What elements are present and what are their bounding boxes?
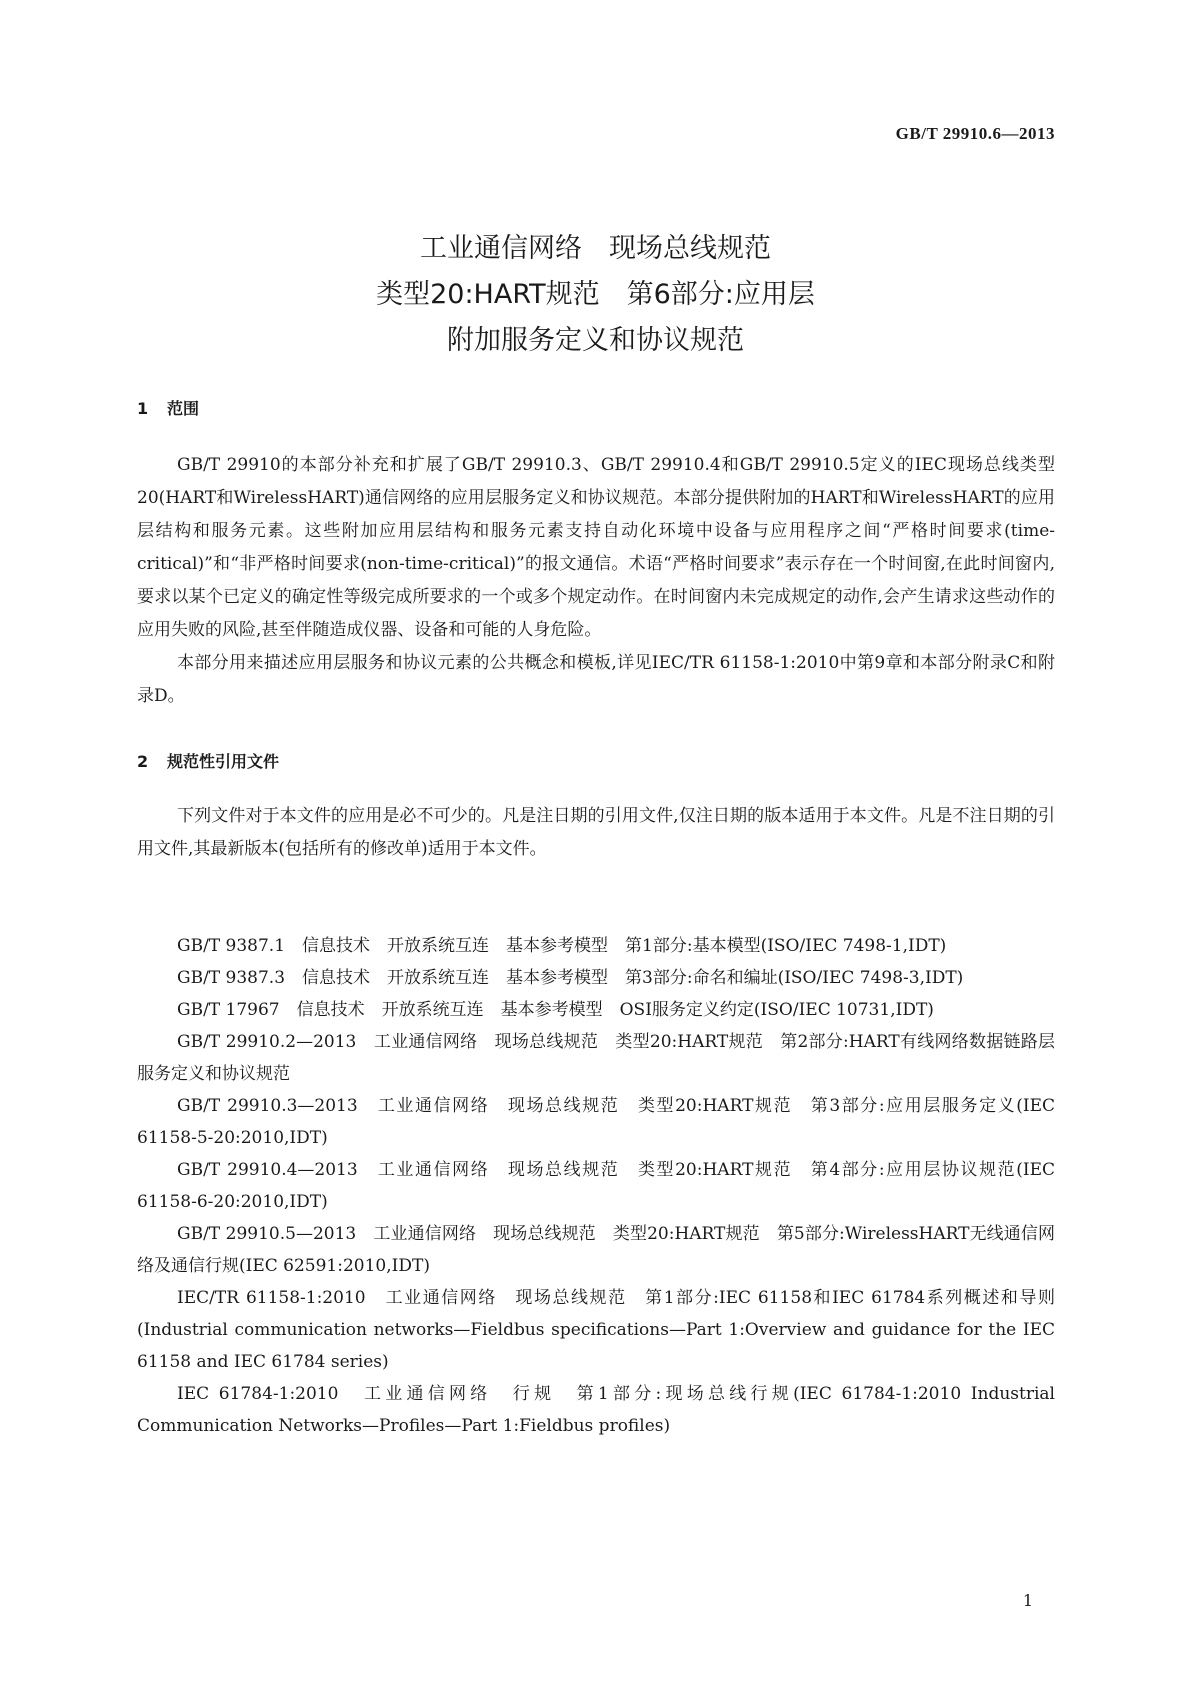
reference-item: GB/T 17967 信息技术 开放系统互连 基本参考模型 OSI服务定义约定(ISO/IEC 10731,IDT): [177, 1000, 934, 1020]
section-2-intro: [137, 800, 1055, 866]
reference-item: IEC/TR 61158-1:2010 工业通信网络 现场总线规范 第1部分:IEC 61158和IEC 61784系列概述和导则(Industrial communication networks—Fieldbus specifications—Part 1:Overview and guidance for the IEC 61158 and IEC 61784 series): [137, 1288, 1055, 1372]
page-number: 1: [1022, 1591, 1033, 1610]
document-title: [0, 226, 1191, 364]
standard-code: GB/T 29910.6—2013: [895, 124, 1055, 143]
paragraph: GB/T 29910的本部分补充和扩展了GB/T 29910.3、GB/T 29910.4和GB/T 29910.5定义的IEC现场总线类型20(HART和WirelessHART)通信网络的应用层服务定义和协议规范。本部分提供附加的HART和WirelessHART的应用层结构和服务元素。这些附加应用层结构和服务元素支持自动化环境中设备与应用程序之间“严格时间要求(time-critical)”和“非严格时间要求(non-time-critical)”的报文通信。术语“严格时间要求”表示存在一个时间窗,在此时间窗内,要求以某个已定义的确定性等级完成所要求的一个或多个规定动作。在时间窗内未完成规定的动作,会产生请求这些动作的应用失败的风险,甚至伴随造成仪器、设备和可能的人身危险。: [137, 455, 1055, 640]
section-number: 2: [137, 752, 149, 771]
normative-references-list: [137, 930, 1055, 1442]
reference-item: GB/T 29910.2—2013 工业通信网络 现场总线规范 类型20:HART规范 第2部分:HART有线网络数据链路层服务定义和协议规范: [137, 1032, 1055, 1084]
paragraph: 下列文件对于本文件的应用是必不可少的。凡是注日期的引用文件,仅注日期的版本适用于本文件。凡是不注日期的引用文件,其最新版本(包括所有的修改单)适用于本文件。: [137, 806, 1055, 859]
title-line-3: 附加服务定义和协议规范: [447, 325, 744, 356]
reference-item: GB/T 29910.5—2013 工业通信网络 现场总线规范 类型20:HART规范 第5部分:WirelessHART无线通信网络及通信行规(IEC 62591:2010,IDT): [137, 1224, 1055, 1276]
paragraph: 本部分用来描述应用层服务和协议元素的公共概念和模板,详见IEC/TR 61158-1:2010中第9章和本部分附录C和附录D。: [137, 653, 1055, 706]
reference-item: GB/T 9387.1 信息技术 开放系统互连 基本参考模型 第1部分:基本模型(ISO/IEC 7498-1,IDT): [177, 936, 947, 956]
section-title: 规范性引用文件: [167, 752, 280, 771]
section-2-heading: [137, 749, 279, 772]
reference-item: GB/T 29910.3—2013 工业通信网络 现场总线规范 类型20:HART规范 第3部分:应用层服务定义(IEC 61158-5-20:2010,IDT): [137, 1096, 1055, 1148]
reference-item: IEC 61784-1:2010 工业通信网络 行规 第1部分:现场总线行规(IEC 61784-1:2010 Industrial Communication Networks—Profiles—Part 1:Fieldbus profiles): [137, 1384, 1055, 1436]
title-line-1: 工业通信网络 现场总线规范: [420, 233, 771, 264]
reference-item: GB/T 9387.3 信息技术 开放系统互连 基本参考模型 第3部分:命名和编址(ISO/IEC 7498-3,IDT): [177, 968, 964, 988]
title-line-2: 类型20:HART规范 第6部分:应用层: [376, 279, 815, 310]
section-number: 1: [137, 399, 149, 418]
section-1-heading: [137, 396, 199, 419]
section-title: 范围: [167, 399, 200, 418]
section-1-body: [137, 449, 1055, 713]
reference-item: GB/T 29910.4—2013 工业通信网络 现场总线规范 类型20:HART规范 第4部分:应用层协议规范(IEC 61158-6-20:2010,IDT): [137, 1160, 1055, 1212]
